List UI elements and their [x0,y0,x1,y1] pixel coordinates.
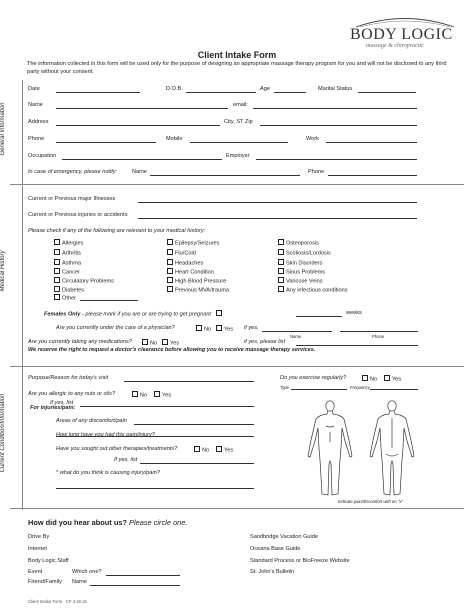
checkbox[interactable] [278,286,284,292]
checkbox[interactable] [194,446,200,452]
areas-label: Areas of any discomfort/pain [56,418,127,424]
condition-arthritis[interactable]: Arthritis [54,249,81,258]
checkbox[interactable] [196,325,202,331]
hear-option-internet[interactable]: Internet [28,546,47,552]
condition-other[interactable]: Other [54,294,76,303]
emergency-phone-field[interactable] [328,175,417,176]
body-diagram[interactable] [290,398,430,498]
dob-label: D.O.B. [166,86,183,92]
city-field[interactable] [260,125,417,126]
emergency-name-field[interactable] [150,175,300,176]
physician-no[interactable]: No [196,325,211,334]
employer-field[interactable] [256,159,417,160]
age-label: Age [260,86,270,92]
condition-infectious[interactable]: Any infectious conditions [278,286,348,295]
injuries-heading: For injuries/pain: [30,405,76,411]
checkbox[interactable] [54,277,60,283]
purpose-field[interactable] [124,381,254,382]
checkbox[interactable] [384,375,390,381]
section-label-medical: Medical History [0,250,6,292]
emergency-name-label: Name [132,169,147,175]
emergency-label: In case of emergency, please notify: [28,169,118,175]
pregnant-checkbox[interactable] [216,310,222,316]
mobile-field[interactable] [190,142,288,143]
condition-scoliosis[interactable]: Scoliosis/Lordosis [278,249,331,258]
clearance-note: We reserve the right to request a doctor's clearance before allowing you to receive massage therapy services. [28,347,316,353]
checkbox[interactable] [167,268,173,274]
condition-allergies[interactable]: Allergies [54,239,83,248]
intro-text: The information collected in this form will be used only for the purpose of designing an appropriate massage therapy program for you and will not be disclosed to any third party without your consent. [27,61,447,75]
condition-headaches[interactable]: Headaches [167,259,203,268]
medications-if-yes: if yes, please list [244,339,286,345]
condition-mva[interactable]: Previous MVA/trauma [167,286,229,295]
condition-sinus[interactable]: Sinus Problems [278,268,325,277]
females-row [44,310,224,319]
vertical-divider [22,80,23,510]
hear-option-friend[interactable]: Friend/Family [28,579,62,585]
work-field[interactable] [326,142,417,143]
checkbox[interactable] [154,391,160,397]
page-title: Client Intake Form [197,50,277,60]
address-field[interactable] [56,125,220,126]
work-label: Work [306,136,319,142]
email-field[interactable] [253,108,417,109]
name-field[interactable] [56,108,228,109]
phone-field[interactable] [56,142,156,143]
checkbox[interactable] [278,268,284,274]
physician-name-caption: Name [290,334,302,339]
hear-option-drive-by[interactable]: Drive By [28,534,50,540]
city-label: City, ST Zip [224,119,253,125]
hear-option-bulletin[interactable]: St. John's Bulletin [250,569,295,575]
checkbox[interactable] [167,259,173,265]
checkbox[interactable] [132,391,138,397]
purpose-label: Purpose/Reason for today's visit [28,375,109,381]
condition-osteoporosis[interactable]: Osteoporosis [278,239,319,248]
injuries-field[interactable] [138,218,417,219]
other-field[interactable] [80,300,138,301]
section-divider [10,366,464,367]
condition-epilepsy[interactable]: Epilepsy/Seizures [167,239,219,248]
checkbox[interactable] [167,249,173,255]
exercise-frequency-label: Frequency [350,385,370,390]
physician-phone-caption: Phone [372,334,385,339]
hear-heading: How did you hear about us? Please circle one. [28,518,188,527]
injuries-label: Current or Previous injuries or accidents [28,212,128,218]
cause-field[interactable] [56,488,254,489]
employer-label: Employer [226,153,250,159]
occupation-label: Occupation [28,153,57,159]
address-label: Address [28,119,49,125]
checkbox[interactable] [216,325,222,331]
date-field[interactable] [56,92,140,93]
females-label: Females Only [44,311,81,318]
condition-circulatory[interactable]: Circulatory Problems [54,277,114,286]
sought-no[interactable]: No [194,446,209,455]
medications-yes[interactable]: Yes [162,339,179,348]
emergency-phone-label: Phone [308,169,325,175]
section-label-general: General Information [0,102,6,156]
checkbox[interactable] [162,339,168,345]
section-label-current: Current Condition/Information [0,393,6,473]
physician-yes[interactable]: Yes [216,325,233,334]
checkbox[interactable] [54,249,60,255]
condition-cancer[interactable]: Cancer [54,268,80,277]
condition-asthma[interactable]: Asthma [54,259,81,268]
allergic-yes[interactable]: Yes [154,391,171,400]
allergic-question: Are you allergic to any nuts or oils? [28,391,116,397]
checkbox[interactable] [142,339,148,345]
checkbox[interactable] [278,249,284,255]
checkbox[interactable] [167,239,173,245]
event-which-field[interactable] [106,575,180,576]
allergic-if-yes: If yes, list [50,400,74,406]
sought-if-yes: If yes, list [114,457,138,463]
marital-label: Marital Status [318,86,353,92]
body-front-figure [308,401,352,495]
physician-name-field[interactable] [262,331,332,332]
footer-text: Client Intake Form · CF 3.18.16 [28,599,87,604]
allergic-no[interactable]: No [132,391,147,400]
condition-skin[interactable]: Skin Disorders [278,259,322,268]
mobile-label: Mobile [166,136,183,142]
allergic-field[interactable] [80,406,254,407]
age-field[interactable] [274,92,306,93]
marital-field[interactable] [358,92,416,93]
dob-field[interactable] [186,92,256,93]
females-text: - please mark if you are or are trying to get pregnant [81,311,211,318]
medications-question: Are you currently taking any medications? [28,339,132,345]
illnesses-label: Current or Previous major Illnesses [28,196,116,202]
exercise-question: Do you exercise regularly? [280,375,347,381]
checkbox[interactable] [278,259,284,265]
condition-varicose[interactable]: Varicose Veins [278,277,323,286]
logo-sub: massage & chiropractic [366,43,424,49]
weeks-field[interactable] [296,316,342,317]
sought-label: Have you sought out other therapies/treatments? [56,446,178,452]
checkbox[interactable] [278,277,284,283]
hear-event-which: Which one? [72,569,102,575]
name-label: Name [28,102,43,108]
friend-name-field[interactable] [90,585,180,586]
checkbox[interactable] [54,286,60,292]
physician-phone-field[interactable] [340,331,418,332]
exercise-frequency-field[interactable] [370,389,418,390]
exercise-yes[interactable]: Yes [384,375,401,384]
section-divider [10,184,464,185]
hear-option-oceana[interactable]: Oceana Base Guide [250,546,301,552]
medications-field[interactable] [296,345,418,346]
checkbox[interactable] [167,286,173,292]
section-divider [10,508,464,509]
occupation-field[interactable] [62,159,222,160]
body-diagram-caption: Indicate pain/discomfort with an "x" [338,499,403,504]
logo [346,14,464,54]
checkbox[interactable] [54,294,60,300]
checkbox[interactable] [54,268,60,274]
how-long-label: How long have you had this pain/injury? [56,432,155,438]
checkbox[interactable] [54,259,60,265]
hear-option-sandbridge[interactable]: Sandbridge Vacation Guide [250,534,319,540]
logo-main: BODY LOGIC [350,26,453,43]
check-instructions: Please check if any of the following are relevant to your medical history: [28,228,206,234]
condition-flu[interactable]: Flu/Cold [167,249,196,258]
medications-no[interactable]: No [142,339,157,348]
exercise-type-field[interactable] [291,389,347,390]
condition-diabetes[interactable]: Diabetes [54,286,84,295]
physician-question: Are you currently under the care of a physician? [56,325,175,331]
checkbox[interactable] [278,239,284,245]
areas-field[interactable] [134,424,254,425]
date-label: Date [28,86,40,92]
hear-friend-name: Name [72,579,87,585]
condition-heart[interactable]: Heart Condition [167,268,214,277]
sought-yes[interactable]: Yes [216,446,233,455]
checkbox[interactable] [54,239,60,245]
condition-blood-pressure[interactable]: High Blood Pressure [167,277,226,286]
exercise-type-label: Type [280,385,289,390]
hear-option-event[interactable]: Event [28,569,43,575]
illnesses-field[interactable] [138,202,417,203]
physician-if-yes: if yes, [244,325,259,331]
phone-label: Phone [28,136,45,142]
sought-field[interactable] [140,463,254,464]
cause-label: * what do you think is causing injury/pain? [56,470,160,476]
exercise-no[interactable]: No [362,375,377,384]
email-label: email: [233,102,248,108]
hear-option-website[interactable]: Standard Process or BioFreeze Website [250,558,350,564]
weeks-label: weeks [346,310,362,316]
hear-option-staff[interactable]: Body Logic Staff [28,558,69,564]
body-back-figure [370,401,414,495]
checkbox[interactable] [167,277,173,283]
checkbox[interactable] [362,375,368,381]
checkbox[interactable] [216,446,222,452]
